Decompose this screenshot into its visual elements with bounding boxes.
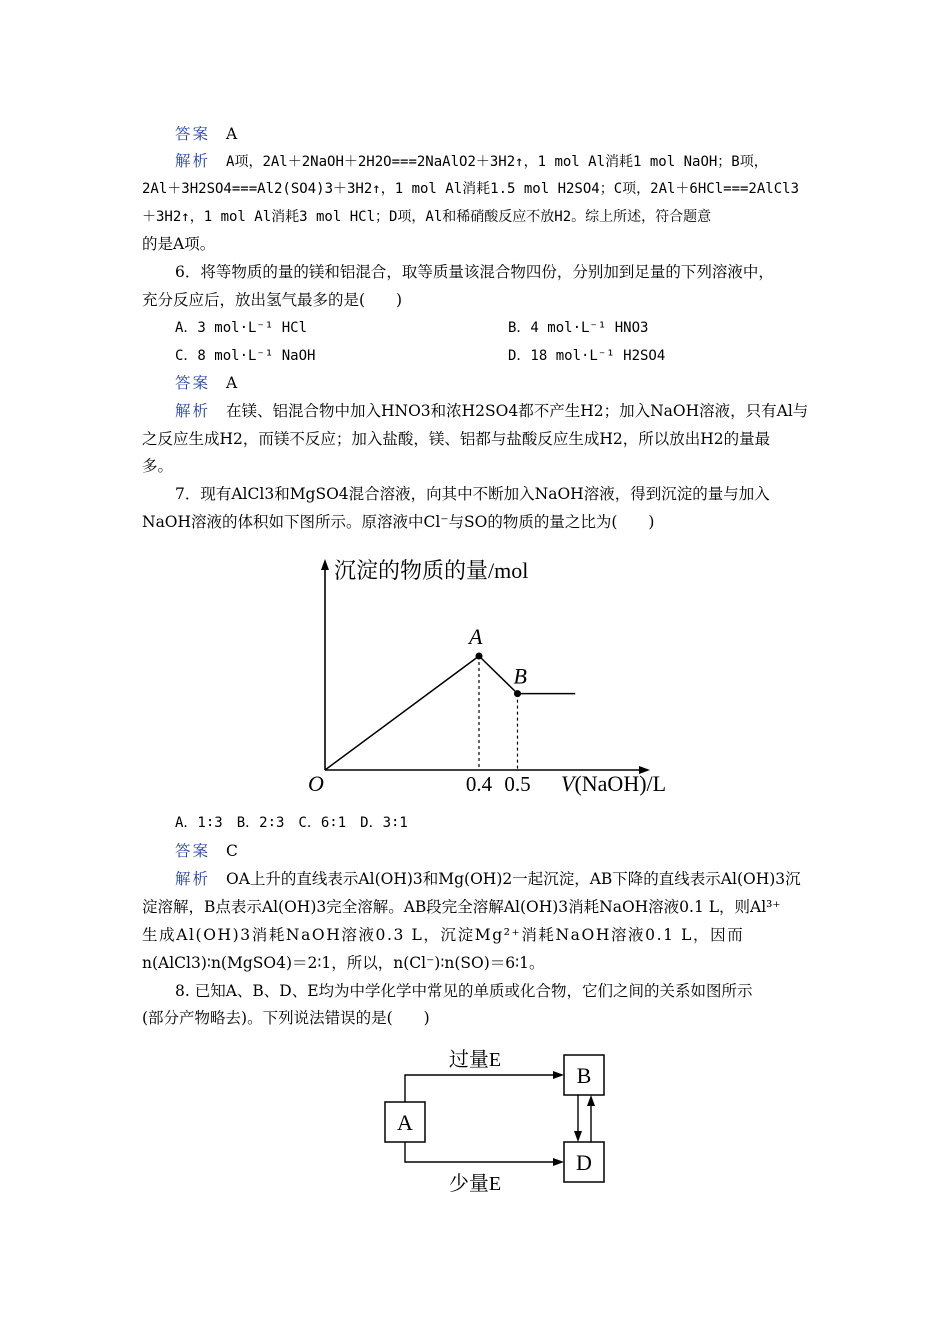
answer-label: 答案	[175, 842, 211, 860]
reaction-diagram	[365, 1035, 625, 1205]
q5-analysis-1: A项，2Al＋2NaOH＋2H2O===2NaAlO2＋3H2↑，1 mol Al消耗1 mol NaOH；B项，	[226, 154, 768, 170]
q6-option-b: B．4 mol·L⁻¹ HNO3	[508, 320, 649, 336]
q6-stem-line-2: 充分反应后，放出氢气最多的是( )	[142, 291, 403, 309]
q5-analysis-line-4: 的是A项。	[142, 235, 216, 253]
origin-label: O	[308, 771, 324, 796]
series-line-ab	[479, 656, 518, 694]
node-a-label: A	[397, 1110, 413, 1135]
answer-label: 答案	[175, 125, 211, 143]
point-b	[514, 690, 521, 697]
q6-analysis-line-3: 多。	[142, 457, 174, 475]
q5-analysis-line-2: 2Al＋3H2SO4===Al2(SO4)3＋3H2↑，1 mol Al消耗1.5 mol H2SO4；C项，2Al＋6HCl===2AlCl3	[142, 181, 800, 197]
arrowhead-a-to-b	[553, 1071, 564, 1079]
q7-analysis-line-2: 淀溶解，B点表示Al(OH)3完全溶解。AB段完全溶解Al(OH)3消耗NaOH溶液0.1 L，则Al³⁺	[142, 898, 781, 916]
analysis-label: 解析	[175, 402, 211, 420]
q5-analysis-line-1	[175, 151, 768, 172]
q6-option-c: C．8 mol·L⁻¹ NaOH	[175, 348, 316, 364]
q6-analysis-line-2: 之反应生成H2，而镁不反应；加入盐酸，镁、铝都与盐酸反应生成H2，所以放出H2的量最	[142, 430, 771, 448]
arrowhead-a-to-d	[553, 1158, 564, 1166]
edge-a-to-b	[405, 1075, 555, 1102]
answer-label: 答案	[175, 374, 211, 392]
point-a-label: A	[469, 624, 483, 649]
q5-answer-line	[175, 124, 237, 144]
point-a	[476, 653, 483, 660]
q6-answer: A	[226, 374, 238, 392]
point-b-label: B	[513, 663, 527, 689]
q7-answer: C	[226, 842, 238, 860]
y-axis-label: 沉淀的物质的量/mol	[334, 558, 529, 583]
series-line-oa	[325, 656, 479, 770]
q6-option-d: D．18 mol·L⁻¹ H2SO4	[508, 348, 666, 364]
edge-a-to-d	[405, 1142, 555, 1162]
precipitate-chart	[300, 540, 690, 805]
q5-analysis-line-3: ＋3H2↑，1 mol Al消耗3 mol HCl；D项，Al和稀硝酸反应不放H2。综上所述，符合题意	[142, 209, 712, 225]
x-tick-label: 0.4	[465, 772, 493, 796]
q6-stem-line-1: 6．将等物质的量的镁和铝混合，取等质量该混合物四份，分别加到足量的下列溶液中，	[175, 263, 774, 281]
q6-answer-line	[175, 373, 237, 393]
q6-analysis-1: 在镁、铝混合物中加入HNO3和浓H2SO4都不产生H2；加入NaOH溶液，只有Al与	[226, 402, 809, 420]
q7-analysis-line-3: 生成Al(OH)3消耗NaOH溶液0.3 L，沉淀Mg²⁺消耗NaOH溶液0.1 L，因而	[142, 926, 745, 944]
q8-stem-line-2: (部分产物略去)。下列说法错误的是( )	[142, 1009, 430, 1027]
q7-stem-line-2: NaOH溶液的体积如下图所示。原溶液中Cl⁻与SO的物质的量之比为( )	[142, 513, 655, 531]
node-b-label: B	[576, 1063, 592, 1088]
q6-option-a: A．3 mol·L⁻¹ HCl	[175, 320, 308, 336]
arrowhead-b-to-d	[574, 1131, 582, 1142]
q8-stem-line-1: 8. 已知A、B、D、E均为中学化学中常见的单质或化合物，它们之间的关系如图所示	[175, 982, 753, 1000]
q7-analysis-line-1	[175, 869, 801, 889]
x-tick-label: 0.5	[504, 772, 531, 796]
q7-answer-line	[175, 841, 238, 861]
x-axis-label: V(NaOH)/L	[561, 771, 667, 796]
q7-options: A．1∶3 B．2∶3 C．6∶1 D．3∶1	[175, 815, 408, 831]
analysis-label: 解析	[175, 152, 211, 170]
q7-analysis-line-4: n(AlCl3)∶n(MgSO4)＝2∶1，所以，n(Cl⁻)∶n(SO)＝6∶1。	[142, 954, 545, 972]
q6-analysis-line-1	[175, 401, 808, 421]
q7-analysis-1: OA上升的直线表示Al(OH)3和Mg(OH)2一起沉淀，AB下降的直线表示Al(OH)3沉	[226, 870, 801, 888]
y-axis-arrow	[321, 559, 329, 570]
analysis-label: 解析	[175, 870, 211, 888]
q5-answer: A	[226, 125, 238, 143]
arrowhead-d-to-b	[587, 1095, 595, 1106]
edge-bottom-label: 少量E	[448, 1173, 502, 1195]
node-d-label: D	[576, 1150, 592, 1175]
edge-top-label: 过量E	[448, 1049, 502, 1071]
q7-stem-line-1: 7．现有AlCl3和MgSO4混合溶液，向其中不断加入NaOH溶液，得到沉淀的量与加入	[175, 485, 770, 503]
